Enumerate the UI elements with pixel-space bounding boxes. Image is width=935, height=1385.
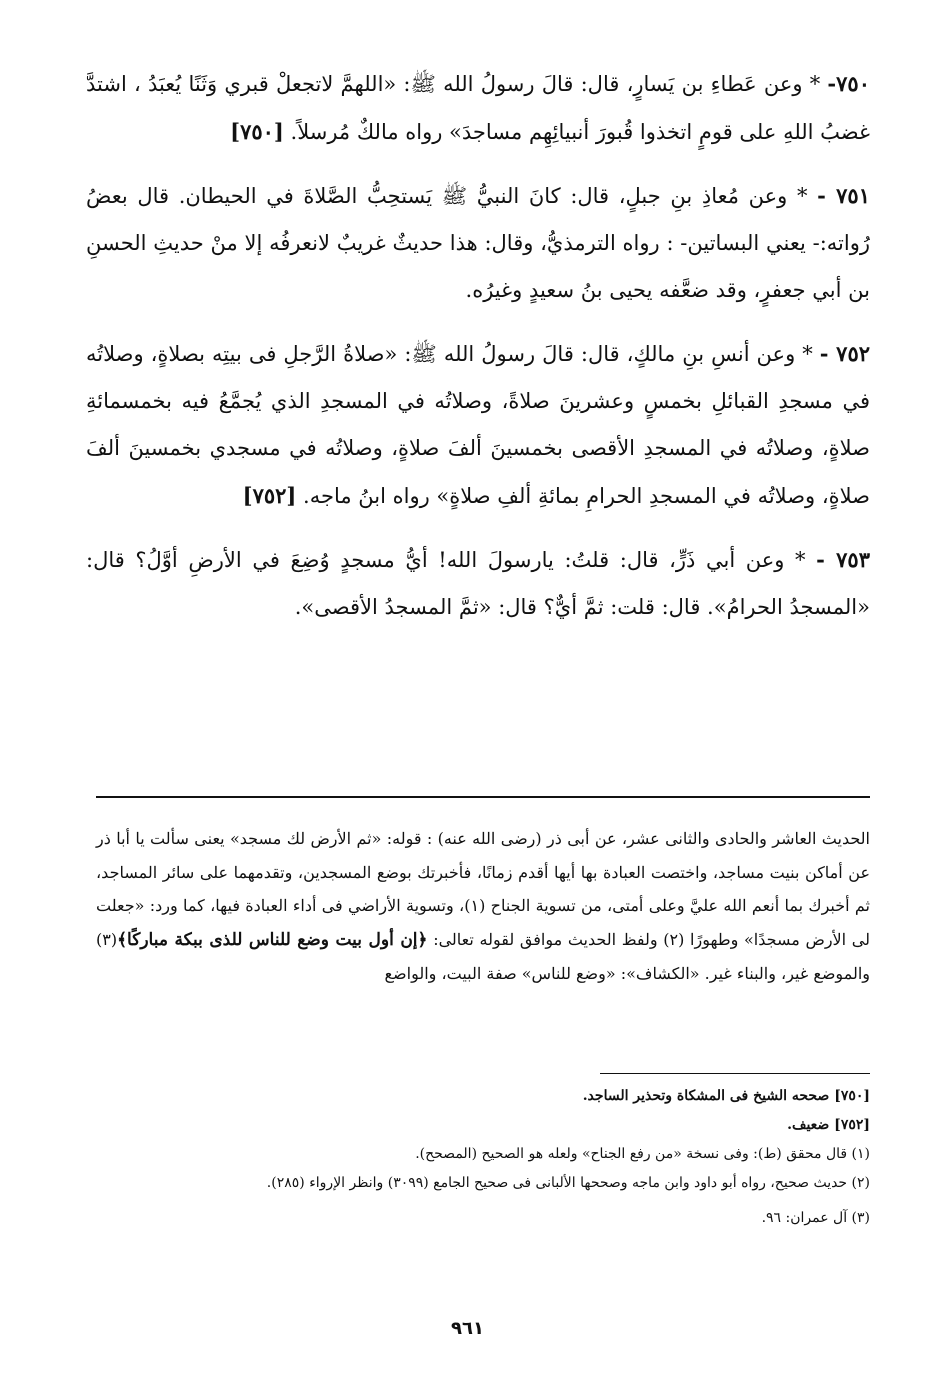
hadith-753 <box>86 536 870 631</box>
footnote-1: (١) قال محقق (ط): وفى نسخة «من رفع الجناح» ولعله هو الصحيح (المصحح). <box>415 1146 870 1162</box>
main-text <box>86 60 870 647</box>
hadith-text: * وعن أبي ذَرٍّ، قال: قلتُ: يارسولَ الله! أيُّ مسجدٍ وُضِعَ في الأرضِ أوَّلُ؟ قال: «المسجدُ الحرامُ». قال: قلت: ثمَّ أيٌّ؟ قال: «ثمَّ المسجدُ الأقصى». <box>86 548 870 619</box>
page-number: ٩٦١ <box>451 1318 484 1339</box>
commentary-text-continued: (٣) والموضع غير، والبناء غير. «الكشاف»: «وضع للناس» صفة البيت، والواضع <box>96 929 870 983</box>
hadith-number: ٧٥٣ - <box>816 547 870 572</box>
quran-verse: ﴿إن أول بيت وضع للناس للذى ببكة مباركًا﴾ <box>117 929 428 950</box>
hadith-751 <box>86 172 870 314</box>
hadith-text: * وعن أنسِ بنِ مالكٍ، قال: قالَ رسولُ الله ﷺ: «صلاةُ الرَّجلِ فى بيتِه بصلاةٍ، وصلاتُه في مسجدِ القبائلِ بخمسٍ وعشرينَ صلاةً، وصلاتُه في المسجدِ الذي يُجمَّعُ فيه بخمسمائةِ صلاةٍ، وصلاتُه في المسجدِ الأقصى بخمسينَ ألفَ صلاةٍ، وصلاتُه في مسجدي بخمسينَ ألفَ صلاةٍ، وصلاتُه في المسجدِ الحرامِ بمائةِ ألفِ صلاةٍ» رواه ابنُ ماجه. <box>86 342 870 508</box>
hadith-number: ٧٥١ - <box>817 183 870 208</box>
footnote-3: (٣) آل عمران: ٩٦. <box>761 1210 870 1226</box>
footnote-752: [٧٥٢] ضعيف. <box>787 1117 870 1133</box>
footnote-750: [٧٥٠] صححه الشيخ فى المشكاة وتحذير الساجد. <box>582 1088 870 1104</box>
hadith-number: ٧٥٠- <box>827 71 870 96</box>
main-divider <box>96 796 870 798</box>
commentary-text: الحديث العاشر والحادى والثانى عشر، عن أبى ذر (رضى الله عنه) : قوله: «ثم الأرض لك مسجد» يعنى سألت يا أبا ذر عن أماكن بنيت مساجد، واختصت العبادة بها أيها أقدم زمانًا، فأخبرتك بوضع المسجدين، وتقدمهما على سائر المساجد، ثم أخبرك بما أنعم الله عليَّ وعلى أمتى، من تسوية الجناح (١)، وتسوية الأراضي فى أداء العبادة فيها، كما ورد: «جعلت لى الأرض مسجدًا» وطهورًا (٢) ولفظ الحديث موافق لقوله تعالى: <box>96 829 871 949</box>
footnote-2: (٢) حديث صحيح، رواه أبو داود وابن ماجه وصححها الألبانى فى صحيح الجامع (٣٠٩٩) وانظر الإرواء (٢٨٥). <box>266 1175 870 1191</box>
commentary <box>96 822 870 991</box>
hadith-reference: [٧٥٢] <box>242 483 297 508</box>
hadith-number: ٧٥٢ - <box>819 341 871 366</box>
hadith-text: * وعن عَطاءِ بن يَسارٍ، قال: قالَ رسولُ الله ﷺ: «اللهمَّ لاتجعلْ قبري وَثَنًا يُعبَدُ ، اشتدَّ غضبُ اللهِ على قومٍ اتخذوا قُبورَ أنبيائِهِم مساجدَ» رواه مالكٌ مُرسلاً. <box>86 72 870 144</box>
footnotes <box>96 1082 870 1233</box>
hadith-reference: [٧٥٠] <box>230 119 284 144</box>
hadith-text: * وعن مُعاذِ بنِ جبلٍ، قال: كانَ النبيُّ ﷺ يَستحِبُّ الصَّلاةَ في الحيطان. قال بعضُ رُواته:- يعني البساتين- : رواه الترمذيُّ، وقال: هذا حديثٌ غريبٌ لانعرفُه إلا منْ حديثِ الحسنِ بن أبي جعفرٍ، وقد ضعَّفه يحيى بنُ سعيدٍ وغيرُه. <box>86 184 870 302</box>
footnote-divider <box>600 1073 870 1074</box>
hadith-752 <box>86 330 870 520</box>
hadith-750 <box>86 60 870 156</box>
